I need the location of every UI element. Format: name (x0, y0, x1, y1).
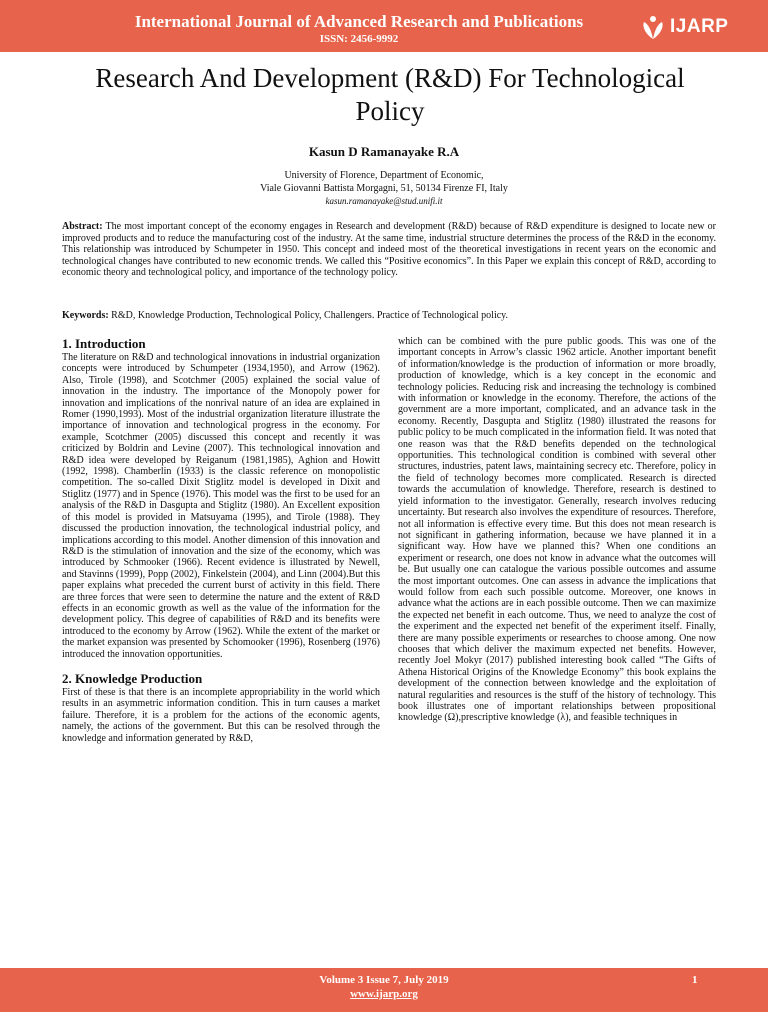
section-heading-introduction: 1. Introduction (62, 336, 146, 351)
author-email: kasun.ramanayake@stud.unifi.it (325, 196, 443, 206)
journal-header (0, 0, 768, 52)
paper-title: Research And Development (R&D) For Technological Policy (95, 63, 685, 126)
journal-url-link[interactable]: www.ijarp.org (350, 988, 418, 1000)
keywords-text: R&D, Knowledge Production, Technological Policy, Challengers. Practice of Technological policy. (111, 310, 509, 321)
keywords (62, 310, 716, 322)
affiliation-line-2: Viale Giovanni Battista Morgagni, 51, 50134 Firenze FI, Italy (260, 183, 508, 194)
leaf-person-icon (640, 14, 666, 40)
volume-issue: Volume 3 Issue 7, July 2019 (319, 974, 449, 986)
introduction-text: The literature on R&D and technological innovations in industrial organization concepts were introduced by Schumpeter (1934,1950), and Arrow (1962). Also, Tirole (1998), and Scotchmer (2005) explained the social value of innovation in the industry. The importance of the Monopoly power for innovation and implications of the nonrival nature of an idea are explained in Romer (1990,1993). Most of the industrial organization literature illustrate the importance of innovation and technological progress in the economy. For example, Scotchmer (2005) discussed this concept and recently it was criticized by Boldrin and Levine (2007). This technological innovation and R&D idea were developed by Reiganum (1981,1985), Aghion and Howitt (1992, 1998). Chamberlin (1933) is the classic reference on monopolistic competition. The so-called Dixit Stiglitz model is developed in Dixit and Stiglitz (1977) and in Spence (1976). This model was the first to be used for an analysis of the R&D in Dasgupta and Stiglitz (1980). An Excellent exposition of this model is provided in Matsuyama (1995), and Tirole (1988). They discussed the production innovation, the technological industrial policy, and implications according to this model. Another dimension of this innovation and R&D is the stimulation of innovation and the size of the economy, which was introduced by Schmooker (1966). Recent evidence is illustrated by Newell, and Stavinns (1999), Popp (2002), Finkelstein (2004), and Linn (2004).But this paper explains what preceded the current burst of activity in this field. There are three forces that were seen to determine the nature and the extent of R&D effects in an economic growth as well as the value of the information for the development policy. This degree of capabilities of R&D and its benefits were introduced to the economy by Arrow (1962). While the extent of the market or the market expansion was presented by Schomooker (1996), Rosenberg (1976) introduced the innovation opportunities. (62, 352, 380, 660)
right-column-text: which can be combined with the pure public goods. This was one of the important concepts in Arrow’s classic 1962 article. Another important benefit of information/knowledge is the production of information or more broadly, production of knowledge, which is a key concept in the economic and technology policies. Reducing risk and increasing the technology is combined with information or knowledge in the economy. Therefore, the actions of the government are a more important, complicated, and an advance task in the economy. Recently, Dasgupta and Stiglitz (1980) illustrated the reasons for public policy to be much complicated in the information field. It was noted that one reason was that the R&D benefits depended on the technological opportunities. This technological condition is combined with several other structures, industries, patent laws, maintaining secrecy etc. Therefore, policy in the field of technology becomes more complicated. Research is directed towards the accumulation of knowledge. Therefore, research is destined to yield information to the investigator. Generally, research involves reducing uncertainty. But research also involves the expenditure of resources. Therefore, not all information is effective every time. But this does not mean research is not significant in gathering information, because we have planned it in a significant way. How have we planned this? When one conditions an experiment or research, one does not know in advance what the outcomes will be. But usually one can catalogue the various possible outcomes and assume the most important outcomes. One can assess in advance the implications that would follow from each such possible outcome. Moreover, one knows in advance what the actions are in each possible outcome. Then we can maximize the expected net benefit in each outcome. Thus, we need to analyze the cost of the experiment and the expected net benefit of the experiment itself. Finally, there are many possible experiments or researches to choose among. One now chooses that which deliver the maximum expected net benefits. However, recently Joel Mokyr (2017) published interesting book called “The Gifts of Athena Historical Origins of the Knowledge Economy” this book explains the development of the connection between knowledge and the exploitation of natural regularities and resources is the stuff of the history of technology. This book illustrates one of important relationships between propositional knowledge (Ω),prescriptive knowledge (λ), and feasible techniques in (398, 336, 716, 724)
journal-footer (0, 968, 768, 1012)
abstract (62, 221, 716, 279)
page-number: 1 (692, 974, 698, 986)
journal-issn: ISSN: 2456-9992 (319, 33, 399, 45)
left-column (62, 336, 380, 744)
journal-logo (640, 14, 728, 40)
affiliation (0, 169, 768, 208)
affiliation-line-1: University of Florence, Department of Economic, (284, 170, 484, 181)
author-name: Kasun D Ramanayake R.A (308, 144, 460, 159)
journal-title: International Journal of Advanced Research and Publications (134, 12, 584, 31)
abstract-text: The most important concept of the economy engages in Research and development (R&D) because of R&D expenditure is designed to locate new or improved products and to reduce the manufacturing cost of the industry. At the same time, industrial structure determines the process of the R&D in the economy. This relationship was introduced by Schumpeter in 1950. This concept and indeed most of the theoretical investigations in recent years on the economic and technological changes have contributed to new economic trends. We called this “Positive economics”. In this Paper we explain this concept of R&D, according to economic theory and technological policy, and importance of the technology policy. (62, 221, 716, 278)
abstract-label: Abstract: (62, 221, 103, 232)
knowledge-production-text: First of these is that there is an incomplete appropriability in the world which results in an asymmetric information condition. This in turn causes a market failure. Therefore, it is a problem for the actions of the economic agents, namely, the actions of the government. But this can be resolved through the knowledge and information generated by R&D, (62, 686, 380, 744)
section-heading-knowledge-production: 2. Knowledge Production (62, 670, 203, 686)
right-column (398, 336, 716, 724)
logo-text: IJARP (670, 16, 729, 37)
keywords-label: Keywords: (62, 310, 109, 321)
